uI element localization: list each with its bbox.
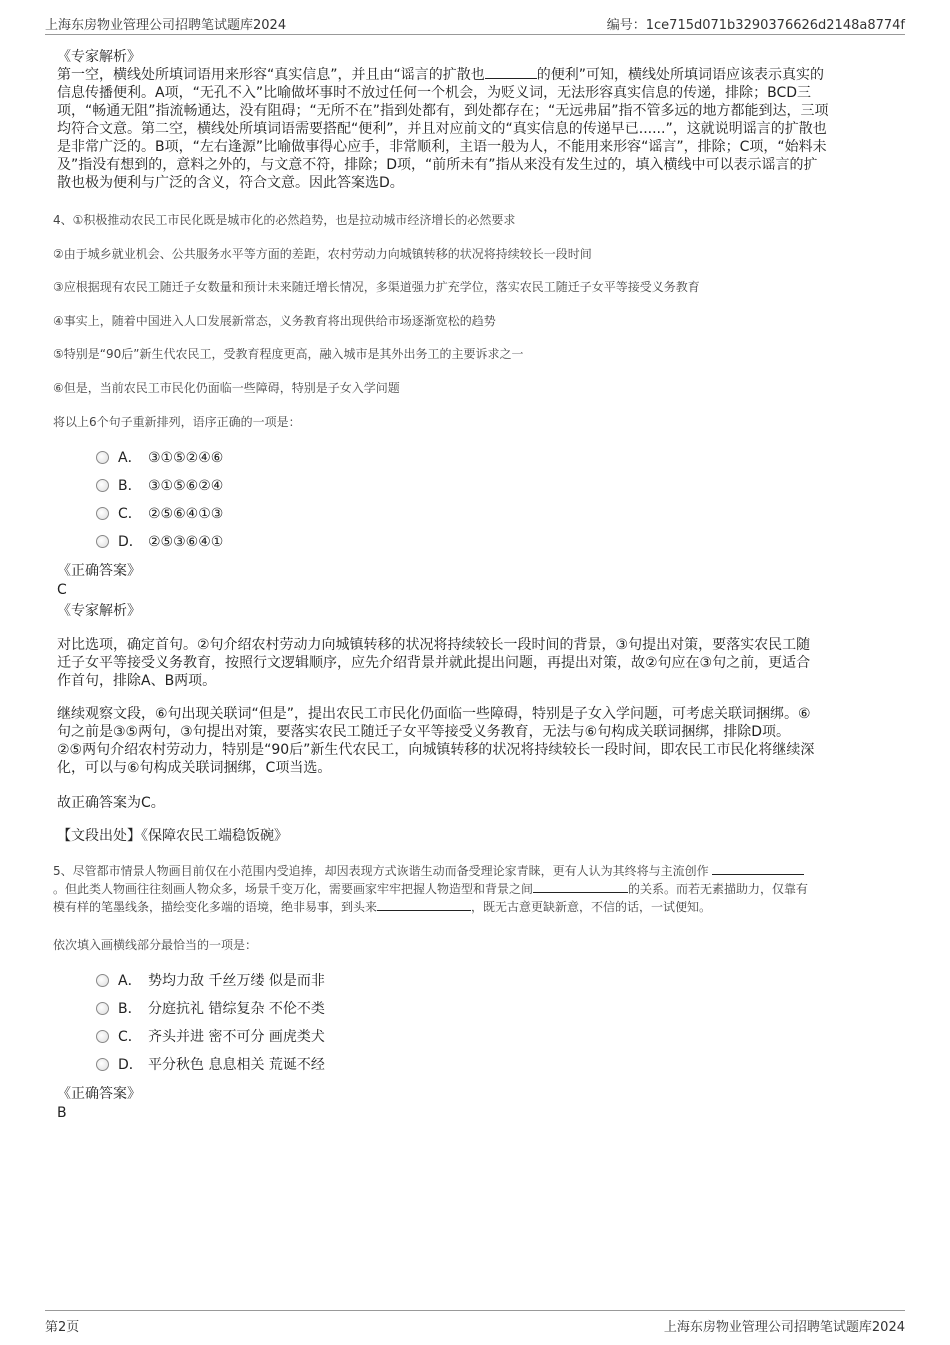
q4-analysis-para-2: 继续观察文段，⑥句出现关联词“但是”，提出农民工市民化仍面临一些障碍，特别是子女入学问题，可考虑关联词捆绑。⑥ 句之前是③⑤两句，③句提出对策，要落实农民工随迁子女平等接受义务教育，无法与⑥句构成关联词捆绑，排除D项。 ②⑤两句介绍农村劳动力，特别是“90后”新生代农民工，向城镇转移的状况将持续较长一段时间，即农民工市民化将继续深 化，可以与⑥句构成关联词捆绑，C项当选。	[57, 706, 815, 776]
q4-sentence-5: ⑤特别是“90后”新生代农民工，受教育程度更高，融入城市是其外出务工的主要诉求之一	[53, 347, 524, 361]
q5-option-b[interactable]: B． 分庭抗礼 错综复杂 不伦不类	[96, 999, 325, 1019]
q4-option-c[interactable]: C． ②⑤⑥④①③	[96, 504, 223, 524]
q5-prompt: 依次填入画横线部分最恰当的一项是：	[53, 938, 258, 952]
q4-sentence-2: ②由于城乡就业机会、公共服务水平等方面的差距，农村劳动力向城镇转移的状况将持续较长一段时间	[53, 247, 592, 261]
q4-answer-heading: 《正确答案》	[57, 563, 141, 579]
q5-answer-heading: 《正确答案》	[57, 1086, 141, 1102]
radio-icon[interactable]	[96, 1030, 109, 1043]
q5-stem: 5、尽管都市情景人物画目前仅在小范围内受追捧，却因表现方式诙谐生动而备受理论家青睐，更有人认为其终将与主流创作 。但此类人物画往往刻画人物众多，场景千变万化，需要画家牢牢把握人物造型和背景之间 的关系。而若无素描助力，仅靠有 模有样的笔墨线条，描绘变化多端的语境，绝非易事，到头来 ，既无古意更缺新意，不信的话，一试便知。	[53, 864, 809, 914]
q4-option-b[interactable]: B． ③①⑤⑥②④	[96, 476, 223, 496]
radio-icon[interactable]	[96, 1002, 109, 1015]
radio-icon[interactable]	[96, 535, 109, 548]
footer-page-number: 第2页	[45, 1320, 80, 1335]
q3-analysis-line: 项，“畅通无阻”指流畅通达，没有阻碍；“无所不在”指到处都有，到处都存在；“无远弗届”指不管多远的地方都能到达，三项	[57, 103, 829, 119]
q5-option-c[interactable]: C． 齐头并进 密不可分 画虎类犬	[96, 1027, 325, 1047]
q4-option-d[interactable]: D． ②⑤③⑥④①	[96, 532, 223, 552]
q4-sentence-4: ④事实上，随着中国进入人口发展新常态，义务教育将出现供给市场逐渐宽松的趋势	[53, 314, 496, 328]
q4-analysis-heading: 《专家解析》	[57, 603, 141, 619]
footer-title: 上海东房物业管理公司招聘笔试题库2024	[663, 1320, 905, 1335]
radio-icon[interactable]	[96, 507, 109, 520]
header-code: 编号：1ce715d071b3290376626d2148a8774f	[606, 18, 905, 33]
q4-conclusion: 故正确答案为C。	[57, 795, 165, 811]
q4-sentence-1: 4、①积极推动农民工市民化既是城市化的必然趋势，也是拉动城市经济增长的必然要求	[53, 213, 516, 227]
q3-analysis-line: 第一空，横线处所填词语用来形容“真实信息”，并且由“谣言的扩散也 的便利”可知，横线处所填词语应该表示真实的	[57, 67, 825, 83]
radio-icon[interactable]	[96, 479, 109, 492]
q4-sentence-3: ③应根据现有农民工随迁子女数量和预计未来随迁增长情况，多渠道强力扩充学位，落实农民工随迁子女平等接受义务教育	[53, 280, 700, 294]
q3-analysis-heading: 《专家解析》	[57, 49, 141, 65]
q3-analysis-line: 信息传播便利。A项，“无孔不入”比喻做坏事时不放过任何一个机会，为贬义词，无法形容真实信息的传递，排除；BCD三	[57, 85, 811, 101]
radio-icon[interactable]	[96, 451, 109, 464]
q4-answer: C	[57, 582, 67, 598]
q4-source: 【文段出处】《保障农民工端稳饭碗》	[57, 828, 288, 844]
q4-option-a[interactable]: A． ③①⑤②④⑥	[96, 448, 223, 468]
q5-option-a[interactable]: A． 势均力敌 千丝万缕 似是而非	[96, 971, 325, 991]
q5-answer: B	[57, 1105, 67, 1121]
radio-icon[interactable]	[96, 974, 109, 987]
radio-icon[interactable]	[96, 1058, 109, 1071]
q4-prompt: 将以上6个句子重新排列，语序正确的一项是：	[53, 415, 301, 429]
header-title: 上海东房物业管理公司招聘笔试题库2024	[45, 18, 287, 33]
q3-analysis-line: 散也极为便利与广泛的含义，符合文意。因此答案选D。	[57, 175, 404, 191]
q3-analysis-line: 及”指没有想到的，意料之外的，与文意不符，排除；D项，“前所未有”指从来没有发生过的，填入横线中可以表示谣言的扩	[57, 157, 818, 173]
q3-analysis-line: 均符合文意。第二空，横线处所填词语需要搭配“便利”，并且对应前文的“真实信息的传递早已......”，这就说明谣言的扩散也	[57, 121, 827, 137]
q4-sentence-6: ⑥但是，当前农民工市民化仍面临一些障碍，特别是子女入学问题	[53, 381, 400, 395]
q5-option-d[interactable]: D． 平分秋色 息息相关 荒诞不经	[96, 1055, 325, 1075]
q3-analysis-line: 是非常广泛的。B项，“左右逢源”比喻做事得心应手，非常顺利，主语一般为人，不能用来形容“谣言”，排除；C项，“始料未	[57, 139, 827, 155]
page-header	[45, 10, 905, 35]
q4-analysis-para-1: 对比选项，确定首句。②句介绍农村劳动力向城镇转移的状况将持续较长一段时间的背景，③句提出对策，要落实农民工随 迁子女平等接受义务教育，按照行文逻辑顺序，应先介绍背景并就此提出问题，再提出对策，故②句应在③句之前，更适合 作首句，排除A、B两项。	[57, 637, 811, 689]
page-footer	[45, 1310, 905, 1337]
q3-analysis	[57, 48, 885, 192]
